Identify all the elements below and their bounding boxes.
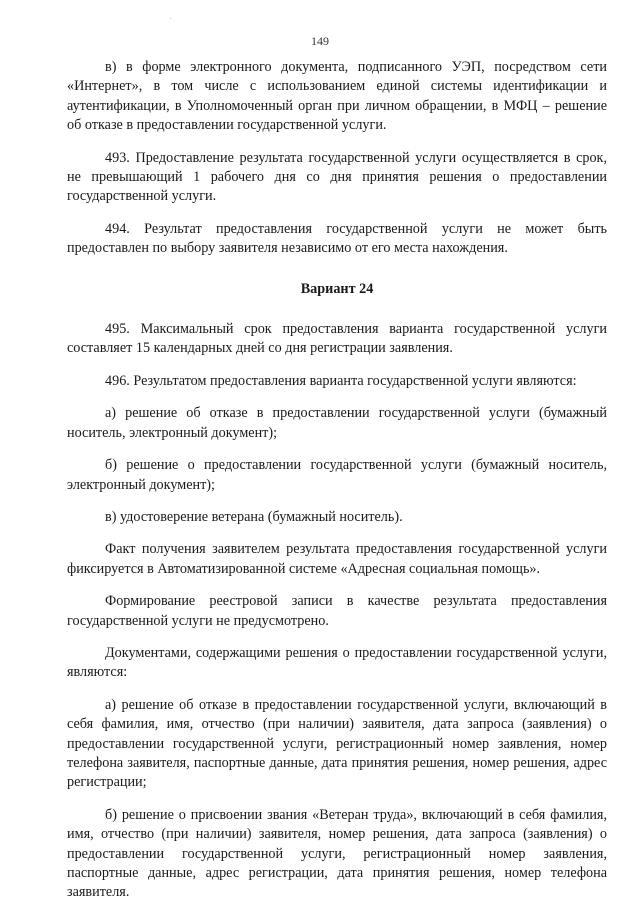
paragraph-decision-documents-a: а) решение об отказе в предоставлении государственной услуги, включающий в себя фамилия, имя, отчество (при наличии) заявителя, дата запроса (заявления) о предоставлении государственной услуги, регистрационный номер заявления, номер телефона заявителя, паспортные данные, дата принятия решения, номер решения, адрес регистрации; <box>67 696 607 791</box>
paragraph-493: 493. Предоставление результата государственной услуги осуществляется в срок, не превышающий 1 рабочего дня со дня принятия решения о предоставлении государственной услуги. <box>67 149 607 205</box>
document-body <box>67 58 607 916</box>
paragraph-495: 495. Максимальный срок предоставления варианта государственной услуги составляет 15 календарных дней со дня регистрации заявления. <box>67 321 607 357</box>
paragraph-496-a: а) решение об отказе в предоставлении государственной услуги (бумажный носитель, электронный документ); <box>67 405 607 441</box>
paragraph-registry-record: Формирование реестровой записи в качестве результата предоставления государственной услуги не предусмотрено. <box>67 593 607 629</box>
paragraph-result-fact: Факт получения заявителем результата предоставления государственной услуги фиксируется в Автоматизированной системе «Адресная социальная помощь». <box>67 541 607 577</box>
page-number: 149 <box>311 34 329 48</box>
paragraph-delivery-electronic: в) в форме электронного документа, подписанного УЭП, посредством сети «Интернет», в том числе с использованием единой системы идентификации и аутентификации, в Уполномоченный орган при личном обращении, в МФЦ – решение об отказе в предоставлении государственной услуги. <box>67 59 607 134</box>
scan-mark <box>170 18 171 19</box>
paragraph-decision-documents: Документами, содержащими решения о предоставлении государственной услуги, являются: <box>67 644 607 681</box>
section-heading-variant-24: Вариант 24 <box>300 280 374 297</box>
paragraph-496-b: б) решение о предоставлении государственной услуги (бумажный носитель, электронный документ); <box>67 457 607 493</box>
paragraph-494: 494. Результат предоставления государственной услуги не может быть предоставлен по выбору заявителя независимо от его места нахождения. <box>67 220 607 257</box>
paragraph-496-c: в) удостоверение ветерана (бумажный носитель). <box>105 508 403 525</box>
paragraph-496: 496. Результатом предоставления варианта государственной услуги являются: <box>105 372 577 389</box>
paragraph-decision-documents-b: б) решение о присвоении звания «Ветеран труда», включающий в себя фамилия, имя, отчество (при наличии) заявителя, номер решения, дата запроса (заявления) о предоставлении государственной услуги, регистрационный номер заявления, паспортные данные, адрес регистрации, дата принятия решения, номер телефона заявителя. <box>67 806 607 901</box>
